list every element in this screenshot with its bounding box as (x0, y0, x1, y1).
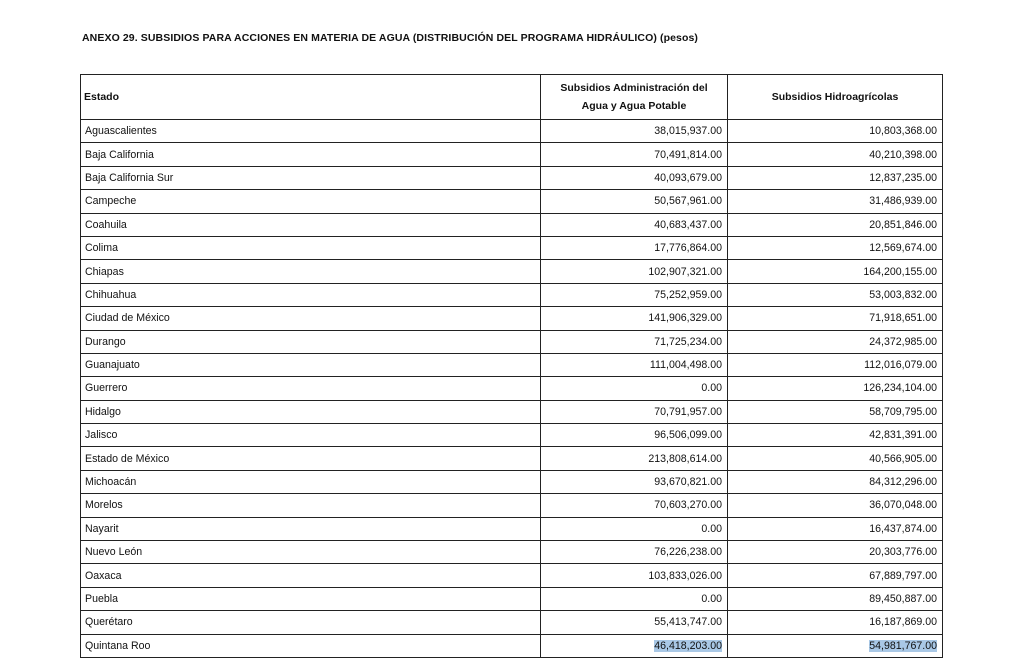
header-admin-agua: Subsidios Administración del Agua y Agua Potable (541, 75, 728, 120)
table-row (81, 353, 943, 376)
cell-hidroagricolas: 12,569,674.00 (728, 236, 943, 259)
cell-admin-agua: 70,603,270.00 (541, 494, 728, 517)
cell-admin-agua: 38,015,937.00 (541, 120, 728, 143)
cell-admin-agua[interactable] (541, 634, 728, 657)
cell-admin-agua: 40,683,437.00 (541, 213, 728, 236)
cell-admin-agua: 111,004,498.00 (541, 353, 728, 376)
cell-hidroagricolas: 20,303,776.00 (728, 541, 943, 564)
cell-hidroagricolas: 126,234,104.00 (728, 377, 943, 400)
cell-estado: Ciudad de México (81, 307, 541, 330)
cell-admin-agua: 55,413,747.00 (541, 611, 728, 634)
cell-hidroagricolas: 42,831,391.00 (728, 424, 943, 447)
cell-admin-agua: 0.00 (541, 517, 728, 540)
cell-estado: Durango (81, 330, 541, 353)
cell-hidroagricolas: 67,889,797.00 (728, 564, 943, 587)
table-row (81, 166, 943, 189)
cell-admin-agua: 0.00 (541, 377, 728, 400)
cell-estado: Chihuahua (81, 283, 541, 306)
table-row (81, 611, 943, 634)
cell-estado: Puebla (81, 587, 541, 610)
cell-admin-agua: 70,791,957.00 (541, 400, 728, 423)
cell-estado: Baja California (81, 143, 541, 166)
cell-admin-agua: 75,252,959.00 (541, 283, 728, 306)
subsidies-table (80, 74, 943, 658)
cell-hidroagricolas: 164,200,155.00 (728, 260, 943, 283)
table-row (81, 424, 943, 447)
cell-admin-agua: 141,906,329.00 (541, 307, 728, 330)
cell-estado: Querétaro (81, 611, 541, 634)
cell-estado: Michoacán (81, 470, 541, 493)
cell-hidroagricolas: 20,851,846.00 (728, 213, 943, 236)
cell-estado: Colima (81, 236, 541, 259)
cell-hidroagricolas: 40,566,905.00 (728, 447, 943, 470)
cell-hidroagricolas: 10,803,368.00 (728, 120, 943, 143)
cell-estado: Coahuila (81, 213, 541, 236)
cell-hidroagricolas: 16,437,874.00 (728, 517, 943, 540)
cell-hidroagricolas: 112,016,079.00 (728, 353, 943, 376)
cell-hidroagricolas: 16,187,869.00 (728, 611, 943, 634)
table-row (81, 447, 943, 470)
cell-estado: Aguascalientes (81, 120, 541, 143)
table-header (81, 75, 943, 120)
cell-estado: Estado de México (81, 447, 541, 470)
cell-estado: Oaxaca (81, 564, 541, 587)
header-estado: Estado (81, 75, 541, 120)
cell-admin-agua: 103,833,026.00 (541, 564, 728, 587)
table-row (81, 283, 943, 306)
table-row (81, 377, 943, 400)
cell-hidroagricolas: 24,372,985.00 (728, 330, 943, 353)
cell-estado: Chiapas (81, 260, 541, 283)
header-hidroagricolas: Subsidios Hidroagrícolas (728, 75, 943, 120)
cell-estado: Campeche (81, 190, 541, 213)
table-row (81, 213, 943, 236)
cell-hidroagricolas: 31,486,939.00 (728, 190, 943, 213)
cell-admin-agua: 76,226,238.00 (541, 541, 728, 564)
cell-estado: Hidalgo (81, 400, 541, 423)
cell-estado: Nuevo León (81, 541, 541, 564)
cell-estado: Baja California Sur (81, 166, 541, 189)
cell-admin-agua: 213,808,614.00 (541, 447, 728, 470)
cell-estado: Guerrero (81, 377, 541, 400)
table-row (81, 260, 943, 283)
table-row (81, 494, 943, 517)
cell-admin-agua: 50,567,961.00 (541, 190, 728, 213)
table-row (81, 564, 943, 587)
cell-estado: Quintana Roo (81, 634, 541, 657)
table-row (81, 517, 943, 540)
cell-admin-agua: 96,506,099.00 (541, 424, 728, 447)
table-row (81, 330, 943, 353)
cell-estado: Morelos (81, 494, 541, 517)
cell-hidroagricolas[interactable] (728, 634, 943, 657)
table-row (81, 236, 943, 259)
table-row (81, 470, 943, 493)
cell-admin-agua: 0.00 (541, 587, 728, 610)
cell-hidroagricolas: 89,450,887.00 (728, 587, 943, 610)
cell-hidroagricolas: 53,003,832.00 (728, 283, 943, 306)
cell-estado: Jalisco (81, 424, 541, 447)
cell-admin-agua: 17,776,864.00 (541, 236, 728, 259)
table-row (81, 190, 943, 213)
cell-admin-agua: 93,670,821.00 (541, 470, 728, 493)
table-row (81, 541, 943, 564)
table-row (81, 120, 943, 143)
cell-hidroagricolas: 71,918,651.00 (728, 307, 943, 330)
cell-hidroagricolas: 36,070,048.00 (728, 494, 943, 517)
cell-admin-agua: 70,491,814.00 (541, 143, 728, 166)
cell-estado: Nayarit (81, 517, 541, 540)
document-title: ANEXO 29. SUBSIDIOS PARA ACCIONES EN MATERIA DE AGUA (DISTRIBUCIÓN DEL PROGRAMA HIDRÁULICO) (pesos) (82, 32, 699, 44)
cell-hidroagricolas: 12,837,235.00 (728, 166, 943, 189)
cell-admin-agua: 102,907,321.00 (541, 260, 728, 283)
table-body (81, 120, 943, 658)
cell-hidroagricolas: 58,709,795.00 (728, 400, 943, 423)
cell-hidroagricolas: 40,210,398.00 (728, 143, 943, 166)
cell-admin-agua: 40,093,679.00 (541, 166, 728, 189)
table-row (81, 143, 943, 166)
cell-estado: Guanajuato (81, 353, 541, 376)
table-row (81, 400, 943, 423)
header-row (81, 75, 943, 120)
cell-hidroagricolas: 84,312,296.00 (728, 470, 943, 493)
selected-text[interactable]: 54,981,767.00 (869, 639, 937, 652)
table-row (81, 634, 943, 657)
selected-text[interactable]: 46,418,203.00 (654, 639, 722, 652)
cell-admin-agua: 71,725,234.00 (541, 330, 728, 353)
table-row (81, 307, 943, 330)
table-row (81, 587, 943, 610)
